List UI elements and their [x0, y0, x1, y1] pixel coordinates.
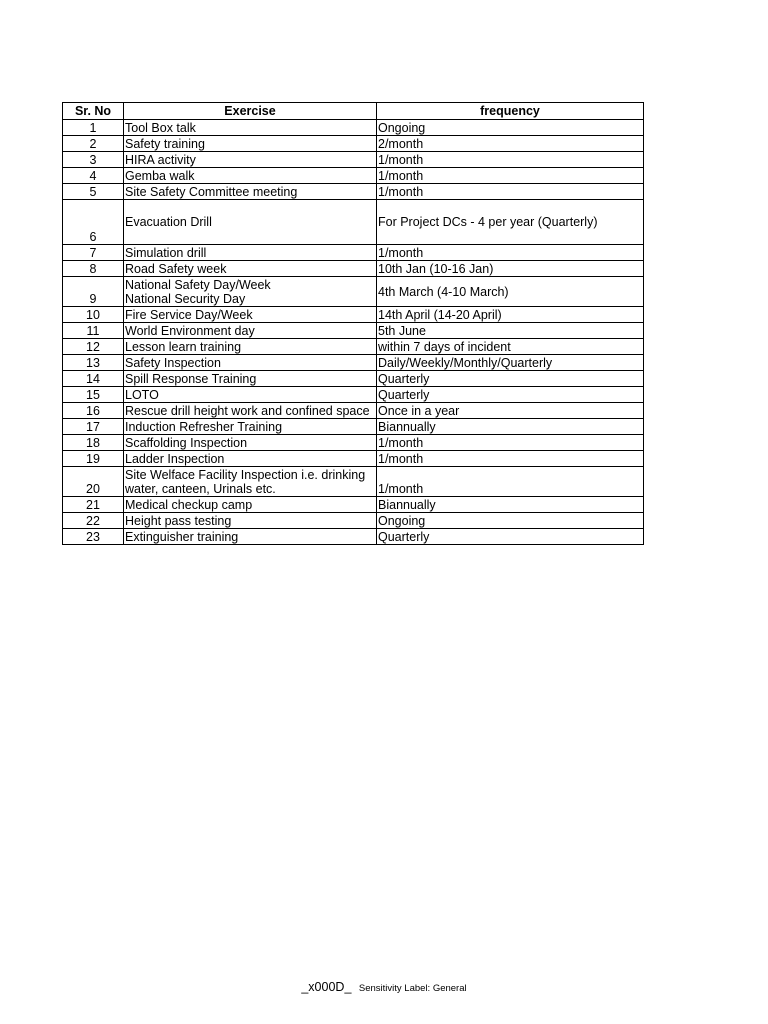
table-header-row: [63, 103, 644, 120]
exercise-text-line: LOTO: [125, 387, 159, 402]
cell-sr-no: 2: [63, 136, 124, 152]
table-row: [63, 387, 644, 403]
cell-sr-no: 13: [63, 355, 124, 371]
exercise-text-line: Safety Inspection: [125, 355, 221, 370]
exercise-text-line: water, canteen, Urinals etc.: [125, 481, 276, 496]
cell-sr-no: 1: [63, 120, 124, 136]
cell-sr-no: 4: [63, 168, 124, 184]
cell-sr-no: 8: [63, 261, 124, 277]
cell-sr-no: 17: [63, 419, 124, 435]
cell-sr-no: 6: [63, 200, 124, 245]
exercise-text-line: HIRA activity: [125, 152, 196, 167]
cell-frequency: 1/month: [377, 435, 644, 451]
cell-frequency: Quarterly: [377, 371, 644, 387]
exercise-text-line: Extinguisher training: [125, 529, 239, 544]
cell-sr-no: 16: [63, 403, 124, 419]
cell-exercise: [124, 355, 377, 371]
exercise-text-line: Safety training: [125, 136, 205, 151]
exercise-text-line: Simulation drill: [125, 245, 207, 260]
cell-exercise: [124, 339, 377, 355]
cell-frequency: 5th June: [377, 323, 644, 339]
table-row: [63, 136, 644, 152]
table-row: [63, 355, 644, 371]
cell-exercise: [124, 136, 377, 152]
table-row: [63, 307, 644, 323]
header-exercise: Exercise: [124, 103, 377, 120]
cell-frequency: Quarterly: [377, 387, 644, 403]
cell-exercise: [124, 184, 377, 200]
exercise-frequency-table: [62, 102, 644, 545]
exercise-text-line: Tool Box talk: [125, 120, 196, 135]
cell-exercise: [124, 529, 377, 545]
cell-frequency: Biannually: [377, 419, 644, 435]
cell-frequency: Biannually: [377, 497, 644, 513]
cell-sr-no: 12: [63, 339, 124, 355]
cell-sr-no: 5: [63, 184, 124, 200]
table-row: [63, 323, 644, 339]
table-row: [63, 371, 644, 387]
table-row: [63, 184, 644, 200]
exercise-text-line: Height pass testing: [125, 513, 232, 528]
page-footer: [0, 980, 768, 994]
table-row: [63, 419, 644, 435]
cell-exercise: [124, 467, 377, 497]
exercise-text-line: Scaffolding Inspection: [125, 435, 248, 450]
table-row: [63, 168, 644, 184]
table-row: [63, 529, 644, 545]
header-frequency: frequency: [377, 103, 644, 120]
table-row: [63, 152, 644, 168]
cell-exercise: [124, 323, 377, 339]
exercise-text-line: Evacuation Drill: [125, 215, 212, 229]
cell-sr-no: 22: [63, 513, 124, 529]
cell-exercise: [124, 245, 377, 261]
cell-sr-no: 14: [63, 371, 124, 387]
cell-frequency: 1/month: [377, 184, 644, 200]
cell-frequency: Once in a year: [377, 403, 644, 419]
cell-sr-no: 19: [63, 451, 124, 467]
footer-code: _x000D_: [301, 980, 352, 994]
cell-frequency: 1/month: [377, 245, 644, 261]
exercise-text-line: Ladder Inspection: [125, 451, 225, 466]
header-sr-no: Sr. No: [63, 103, 124, 120]
cell-frequency: 1/month: [377, 168, 644, 184]
table-body: [63, 120, 644, 545]
cell-sr-no: 15: [63, 387, 124, 403]
exercise-text-line: World Environment day: [125, 323, 255, 338]
cell-frequency: 1/month: [377, 467, 644, 497]
cell-exercise: [124, 120, 377, 136]
table-row: [63, 261, 644, 277]
table-row: [63, 120, 644, 136]
cell-sr-no: 18: [63, 435, 124, 451]
cell-exercise: [124, 277, 377, 307]
cell-exercise: [124, 497, 377, 513]
table-row: [63, 451, 644, 467]
exercise-text-line: Induction Refresher Training: [125, 419, 283, 434]
cell-frequency: Ongoing: [377, 120, 644, 136]
table-row: [63, 513, 644, 529]
cell-frequency: For Project DCs - 4 per year (Quarterly): [377, 200, 644, 245]
cell-frequency: 14th April (14-20 April): [377, 307, 644, 323]
cell-exercise: [124, 168, 377, 184]
exercise-text-line: Rescue drill height work and confined space: [125, 403, 370, 418]
table-row: [63, 277, 644, 307]
cell-exercise: [124, 307, 377, 323]
exercise-text-line: National Safety Day/Week: [125, 277, 271, 292]
table-row: [63, 200, 644, 245]
exercise-text-line: Gemba walk: [125, 168, 195, 183]
cell-exercise: [124, 200, 377, 245]
cell-frequency: 10th Jan (10-16 Jan): [377, 261, 644, 277]
table-row: [63, 467, 644, 497]
cell-frequency: 1/month: [377, 451, 644, 467]
cell-sr-no: 11: [63, 323, 124, 339]
table-row: [63, 403, 644, 419]
table-row: [63, 497, 644, 513]
cell-exercise: [124, 513, 377, 529]
cell-sr-no: 20: [63, 467, 124, 497]
cell-exercise: [124, 451, 377, 467]
table-row: [63, 339, 644, 355]
cell-exercise: [124, 435, 377, 451]
cell-sr-no: 9: [63, 277, 124, 307]
cell-exercise: [124, 371, 377, 387]
cell-sr-no: 10: [63, 307, 124, 323]
exercise-text-line: National Security Day: [125, 291, 246, 306]
table-row: [63, 245, 644, 261]
exercise-text-line: Spill Response Training: [125, 371, 257, 386]
cell-sr-no: 3: [63, 152, 124, 168]
cell-frequency: 2/month: [377, 136, 644, 152]
exercise-text-line: Lesson learn training: [125, 339, 242, 354]
exercise-text-line: Site Safety Committee meeting: [125, 184, 298, 199]
cell-exercise: [124, 152, 377, 168]
cell-frequency: Daily/Weekly/Monthly/Quarterly: [377, 355, 644, 371]
cell-exercise: [124, 403, 377, 419]
cell-exercise: [124, 419, 377, 435]
cell-sr-no: 23: [63, 529, 124, 545]
exercise-text-line: Medical checkup camp: [125, 497, 253, 512]
cell-sr-no: 7: [63, 245, 124, 261]
exercise-text-line: Road Safety week: [125, 261, 227, 276]
exercise-text-line: Fire Service Day/Week: [125, 307, 253, 322]
cell-frequency: within 7 days of incident: [377, 339, 644, 355]
table-row: [63, 435, 644, 451]
sensitivity-label: Sensitivity Label: General: [358, 983, 467, 994]
cell-sr-no: 21: [63, 497, 124, 513]
cell-frequency: 4th March (4-10 March): [377, 277, 644, 307]
cell-frequency: Ongoing: [377, 513, 644, 529]
cell-frequency: Quarterly: [377, 529, 644, 545]
cell-frequency: 1/month: [377, 152, 644, 168]
cell-exercise: [124, 261, 377, 277]
exercise-text-line: Site Welface Facility Inspection i.e. drinking: [125, 467, 366, 482]
cell-exercise: [124, 387, 377, 403]
